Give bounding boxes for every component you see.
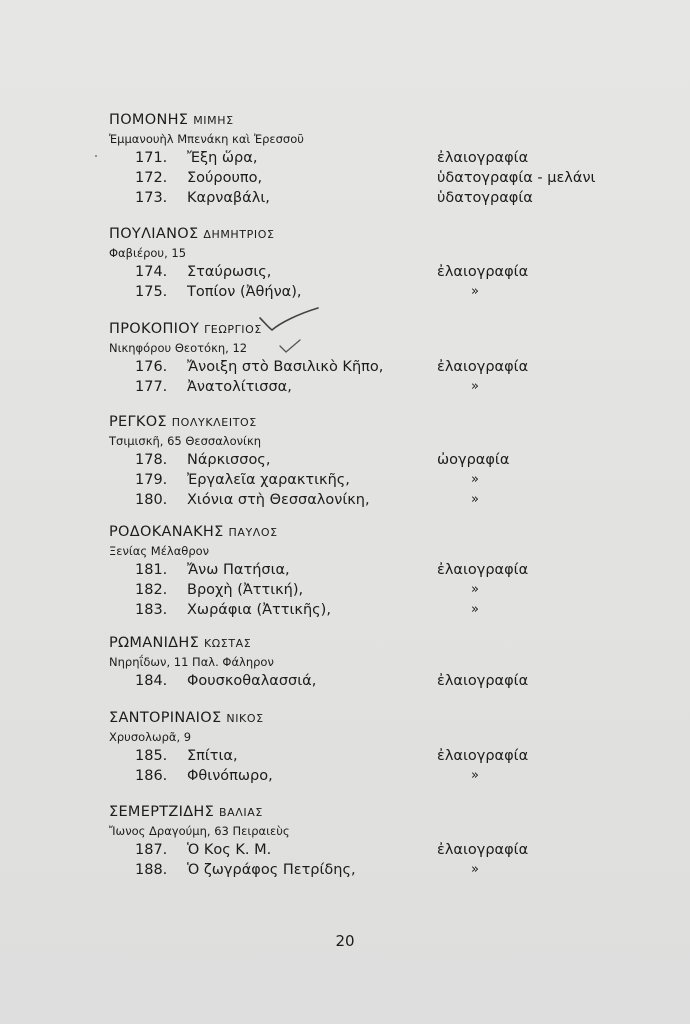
artist-surname: ΠΟΜΟΝΗΣ [109, 112, 189, 128]
work-row [109, 840, 589, 860]
artist-surname: ΣΕΜΕΡΤΖΙΔΗΣ [109, 804, 215, 820]
artist-surname: ΡΩΜΑΝΙΔΗΣ [109, 635, 200, 651]
work-row [109, 766, 589, 786]
artist-name [109, 523, 589, 542]
work-row [109, 282, 589, 302]
artist-entry [109, 634, 589, 691]
work-row [109, 470, 589, 490]
work-number: 172. [135, 170, 168, 186]
artist-given-name: ΓΕΩΡΓΙΟΣ [204, 323, 262, 336]
work-medium-ditto: » [471, 862, 479, 877]
work-title: Ἄνω Πατήσια, [187, 562, 290, 578]
work-row [109, 188, 589, 208]
work-row [109, 168, 596, 188]
work-medium: ὑδατογραφία [437, 190, 533, 206]
artist-name [109, 634, 589, 653]
work-medium-ditto: » [471, 602, 479, 617]
work-row [109, 450, 589, 470]
artist-surname: ΠΟΥΛΙΑΝΟΣ [109, 226, 199, 242]
work-title: Σούρουπο, [187, 170, 263, 186]
work-title: Φουσκοθαλασσιά, [187, 673, 317, 689]
work-medium: ἐλαιογραφία [437, 842, 529, 858]
artist-given-name: ΚΩΣΤΑΣ [203, 637, 252, 650]
work-title: Βροχὴ (Ἀττική), [187, 582, 304, 598]
work-row [109, 860, 589, 880]
page-number: 20 [335, 932, 355, 950]
artist-address: Χρυσολωρᾶ, 9 [109, 730, 192, 744]
work-row [109, 357, 589, 377]
work-medium-ditto: » [471, 472, 479, 487]
work-medium-ditto: » [471, 582, 479, 597]
work-number: 186. [135, 768, 168, 784]
work-title: Τοπίον (Ἀθήνα), [187, 284, 302, 300]
work-title: Ἔξη ὥρα, [187, 150, 258, 166]
work-medium-ditto: » [471, 379, 479, 394]
artist-entry [109, 803, 589, 880]
work-title: Ἀνατολίτισσα, [187, 379, 292, 395]
artist-address: Τσιμισκῆ, 65 Θεσσαλονίκη [109, 434, 262, 448]
work-medium: ἐλαιογραφία [437, 264, 529, 280]
work-row [109, 148, 589, 168]
speck [95, 155, 97, 157]
artist-entry [109, 413, 589, 510]
work-row [109, 580, 589, 600]
artist-name [109, 111, 589, 130]
work-number: 171. [135, 150, 168, 166]
work-title: Ἄνοιξη στὸ Βασιλικὸ Κῆπο, [187, 359, 384, 375]
artist-entry [109, 320, 589, 397]
work-number: 179. [135, 472, 168, 488]
work-title: Σπίτια, [187, 748, 238, 764]
work-title: Νάρκισσος, [187, 452, 271, 468]
artist-address: Νικηφόρου Θεοτόκη, 12 [109, 341, 248, 355]
work-number: 185. [135, 748, 168, 764]
work-medium-ditto: » [471, 768, 479, 783]
artist-surname: ΣΑΝΤΟΡΙΝΑΙΟΣ [109, 710, 222, 726]
artist-surname: ΡΕΓΚΟΣ [109, 414, 167, 430]
artist-entry [109, 225, 589, 302]
work-row [109, 600, 589, 620]
work-medium: ἐλαιογραφία [437, 748, 529, 764]
artist-surname: ΡΟΔΟΚΑΝΑΚΗΣ [109, 524, 224, 540]
work-title: Σταύρωσις, [187, 264, 272, 280]
small-check-mark [278, 338, 302, 354]
work-medium-ditto: » [471, 492, 479, 507]
work-row [109, 746, 589, 766]
work-title: Ὁ Κος Κ. Μ. [187, 842, 272, 858]
work-medium-ditto: » [471, 284, 479, 299]
artist-given-name: ΠΟΛΥΚΛΕΙΤΟΣ [171, 416, 257, 429]
artist-address: Ξενίας Μέλαθρον [109, 544, 210, 558]
work-number: 176. [135, 359, 168, 375]
artist-name [109, 413, 589, 432]
work-number: 177. [135, 379, 168, 395]
artist-given-name: ΠΑΥΛΟΣ [228, 526, 278, 539]
work-title: Καρναβάλι, [187, 190, 270, 206]
artist-entry [109, 709, 589, 786]
work-medium: ἐλαιογραφία [437, 562, 529, 578]
work-medium: ἐλαιογραφία [437, 150, 529, 166]
artist-address: Ἴωνος Δραγούμη, 63 Πειραιεὺς [109, 824, 290, 838]
work-row [109, 671, 589, 691]
work-number: 175. [135, 284, 168, 300]
work-number: 180. [135, 492, 168, 508]
work-number: 183. [135, 602, 168, 618]
work-medium: ὠογραφία [437, 452, 510, 468]
artist-surname: ΠΡΟΚΟΠΙΟΥ [109, 321, 200, 337]
artist-given-name: ΝΙΚΟΣ [226, 712, 264, 725]
work-title: Ἐργαλεῖα χαρακτικῆς, [187, 472, 350, 488]
work-title: Χιόνια στὴ Θεσσαλονίκη, [187, 492, 370, 508]
work-number: 187. [135, 842, 168, 858]
artist-address: Νηρηΐδων, 11 Παλ. Φάληρον [109, 655, 274, 669]
work-number: 174. [135, 264, 168, 280]
work-title: Φθινόπωρο, [187, 768, 273, 784]
artist-given-name: ΜΙΜΗΣ [193, 114, 234, 127]
artist-address: Ἐμμανουὴλ Μπενάκη καὶ Ἐρεσσοῦ [109, 132, 304, 146]
work-number: 181. [135, 562, 168, 578]
artist-name [109, 709, 589, 728]
artist-given-name: ΔΗΜΗΤΡΙΟΣ [203, 228, 275, 241]
work-title: Ὁ ζωγράφος Πετρίδης, [187, 862, 356, 878]
work-row [109, 262, 589, 282]
work-number: 188. [135, 862, 168, 878]
artist-entry [109, 111, 596, 208]
handwritten-check-mark [258, 306, 320, 332]
work-medium: ὑδατογραφία - μελάνι [437, 170, 596, 186]
work-title: Χωράφια (Ἀττικῆς), [187, 602, 331, 618]
work-medium: ἐλαιογραφία [437, 673, 529, 689]
artist-address: Φαβιέρου, 15 [109, 246, 187, 260]
work-row [109, 377, 589, 397]
work-number: 182. [135, 582, 168, 598]
artist-name [109, 225, 589, 244]
work-medium: ἐλαιογραφία [437, 359, 529, 375]
work-number: 173. [135, 190, 168, 206]
work-row [109, 490, 589, 510]
work-row [109, 560, 589, 580]
work-number: 184. [135, 673, 168, 689]
artist-name [109, 803, 589, 822]
artist-given-name: ΒΑΛΙΑΣ [219, 806, 263, 819]
artist-entry [109, 523, 589, 620]
artist-name [109, 320, 589, 339]
work-number: 178. [135, 452, 168, 468]
